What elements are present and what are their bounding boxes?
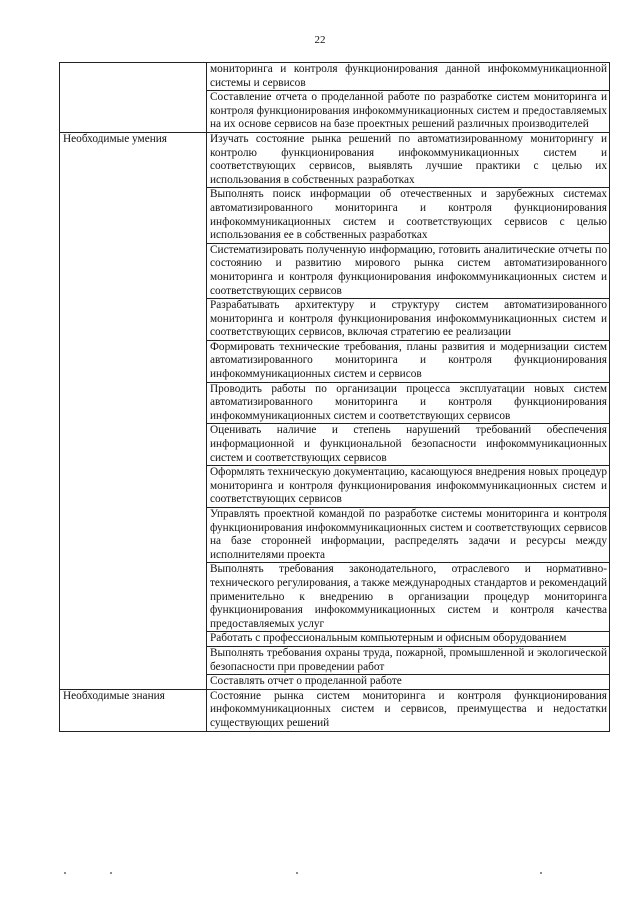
section-label-empty xyxy=(60,63,207,133)
table-cell-item: Составление отчета о проделанной работе по разработке систем мониторинга и контроля функционирования инфокоммуникационных систем и предоставляемых на их основе сервисов на базе проектных решений различных производителей xyxy=(207,91,610,133)
table-row xyxy=(60,689,610,731)
table-cell-item: Составлять отчет о проделанной работе xyxy=(207,675,610,690)
scan-dot xyxy=(64,872,66,874)
competency-table-body xyxy=(60,63,610,732)
table-cell-item: Оценивать наличие и степень нарушений требований обеспечения информационной и функциональной безопасности инфокоммуникационных систем и соответствующих сервисов xyxy=(207,424,610,466)
table-cell-item: Состояние рынка систем мониторинга и контроля функционирования инфокоммуникационных систем и сервисов, преимущества и недостатки существующих решений xyxy=(207,689,610,731)
table-cell-item: Оформлять техническую документацию, касающуюся внедрения новых процедур мониторинга и контроля функционирования инфокоммуникационных систем и соответствующих сервисов xyxy=(207,466,610,508)
table-cell-item: Изучать состояние рынка решений по автоматизированному мониторингу и контролю функционирования инфокоммуникационных систем и соответствующих сервисов, выявлять лучшие практики с целью их использования в собственных разработках xyxy=(207,132,610,187)
table-cell-item: Систематизировать полученную информацию, готовить аналитические отчеты по состоянию и развитию мирового рынка систем автоматизированного мониторинга и контроля функционирования инфокоммуникационных систем и соответствующих сервисов xyxy=(207,243,610,298)
competency-table xyxy=(59,62,610,732)
scan-dot xyxy=(296,872,298,874)
table-cell-item: Разрабатывать архитектуру и структуру систем автоматизированного мониторинга и контроля функционирования инфокоммуникационных систем и соответствующих сервисов, включая стратегию ее реализации xyxy=(207,299,610,341)
table-row xyxy=(60,63,610,91)
table-cell-item: Формировать технические требования, планы развития и модернизации систем автоматизированного мониторинга и контроля функционирования инфокоммуникационных систем и сервисов xyxy=(207,340,610,382)
table-cell-item: Выполнять поиск информации об отечественных и зарубежных системах автоматизированного мониторинга и контроля функционирования инфокоммуникационных систем и соответствующих сервисов с целью использования ее в собственных разработках xyxy=(207,188,610,243)
section-label-knowledge: Необходимые знания xyxy=(60,689,207,731)
table-cell-item: Управлять проектной командой по разработке системы мониторинга и контроля функционирования инфокоммуникационных систем и соответствующих сервисов на базе сторонней информации, распределять задачи и ресурсы между исполнителями проекта xyxy=(207,508,610,563)
table-cell-item: Проводить работы по организации процесса эксплуатации новых систем автоматизированного мониторинга и контроля функционирования инфокоммуникационных систем и соответствующих сервисов xyxy=(207,382,610,424)
page-number: 22 xyxy=(314,34,326,46)
table-cell-item: Работать с профессиональным компьютерным и офисным оборудованием xyxy=(207,632,610,647)
scan-bottom-marks xyxy=(0,872,640,882)
table-cell-item: Выполнять требования охраны труда, пожарной, промышленной и экологической безопасности при проведении работ xyxy=(207,646,610,674)
scan-dot xyxy=(110,872,112,874)
table-cell-item: Выполнять требования законодательного, отраслевого и нормативно-технического регулирования, а также международных стандартов и рекомендаций применительно к внедрению в организации процедур мониторинга функционирования инфокоммуникационных систем и контроля качества предоставляемых услуг xyxy=(207,563,610,632)
table-row xyxy=(60,132,610,187)
section-label-skills: Необходимые умения xyxy=(60,132,207,689)
scan-dot xyxy=(540,872,542,874)
table-cell-item: мониторинга и контроля функционирования данной инфокоммуникационной системы и сервисов xyxy=(207,63,610,91)
